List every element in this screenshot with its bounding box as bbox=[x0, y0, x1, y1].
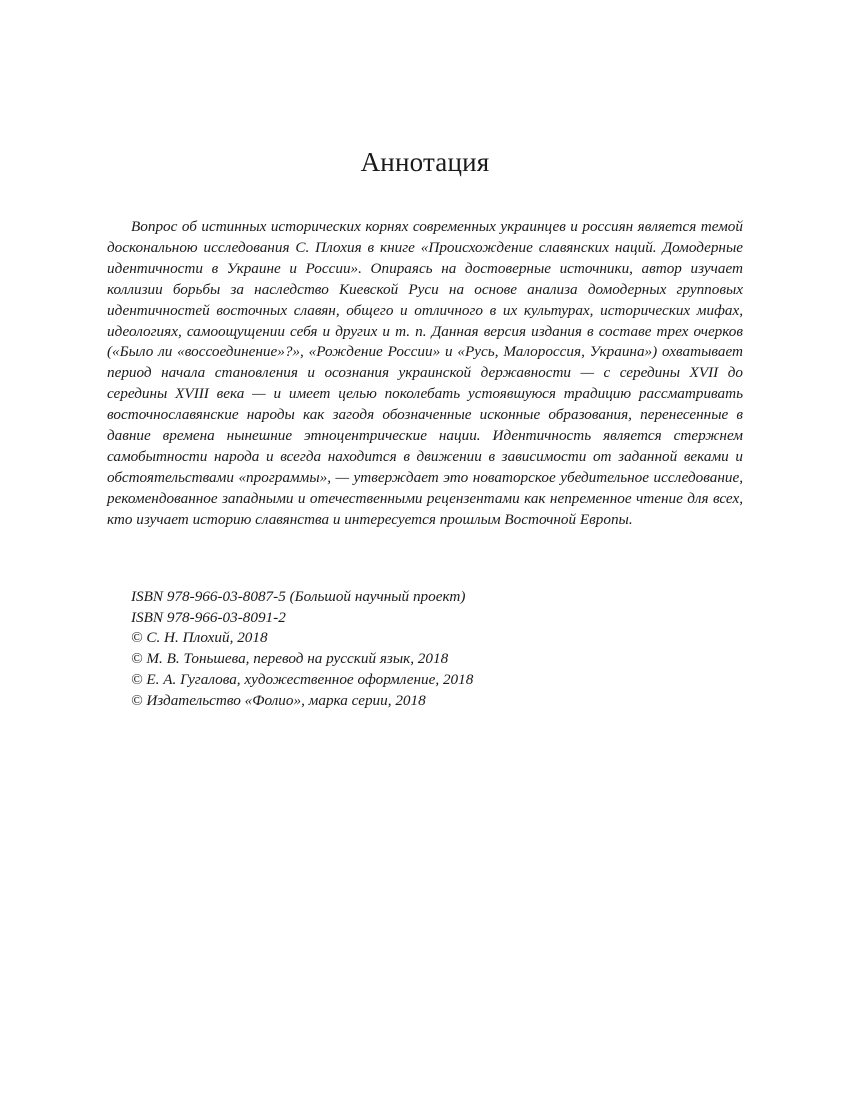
document-page bbox=[107, 0, 743, 1100]
isbn-line-book: ISBN 978-966-03-8091-2 bbox=[131, 608, 286, 626]
copyright-translator: © М. В. Тоньшева, перевод на русский язык, 2018 bbox=[131, 650, 449, 668]
copyright-author: © С. Н. Плохий, 2018 bbox=[131, 629, 268, 647]
annotation-paragraph: Вопрос об истинных исторических корнях современных украинцев и россиян является темой доскональною исследования С. Плохия в книге «Происхождение славянских наций. Домодерные идентичности в Украине и России». Опираясь на достоверные источники, автор изучает коллизии борьбы за наследство Киевской Руси на основе анализа домодерных групповых идентичностей восточных славян, общего и отличного в их культурах, исторических мифах, идеологиях, самоощущении себя и других и т. п. Данная версия издания в составе трех очерков («Было ли «воссоединение»?», «Рождение России» и «Русь, Малороссия, Украина») охватывает период начала становления и осознания украинской державности — с середины XVII до середины XVIII века — и имеет целью поколебать устоявшуюся традицию рассматривать восточнославянские народы как загодя обозначенные исконные образования, перенесенные в давние времена нынешние этноцентрические нации. Идентичность является стержнем самобытности народа и всегда находится в движении в зависимости от заданной веками и обстоятельствами «программы», — утверждает это новаторское убедительное исследование, рекомендованное западными и отечественными рецензентами как непременное чтение для всех, кто изучает историю славянства и интересуется прошлым Восточной Европы. bbox=[107, 218, 743, 528]
isbn-line-series: ISBN 978-966-03-8087-5 (Большой научный проект) bbox=[131, 588, 466, 605]
page-title: Аннотация bbox=[360, 147, 490, 177]
copyright-publisher: © Издательство «Фолио», марка серии, 2018 bbox=[131, 691, 426, 709]
copyright-block bbox=[131, 587, 731, 711]
copyright-designer: © Е. А. Гугалова, художественное оформление, 2018 bbox=[131, 670, 474, 688]
